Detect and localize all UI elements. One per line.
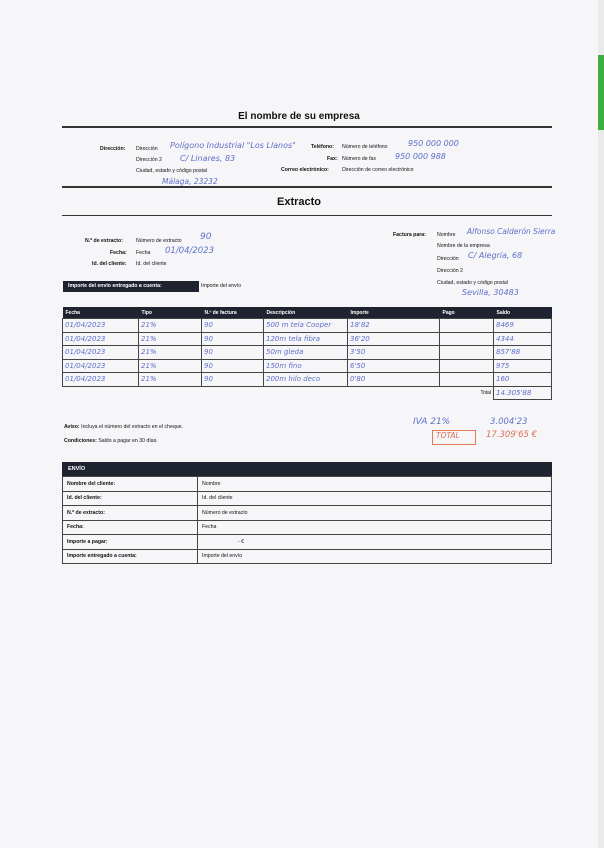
direccion2-handwritten: C/ Linares, 83 (180, 154, 236, 163)
header-rule-top (62, 126, 552, 128)
col-tipo: Tipo (139, 307, 202, 319)
envio-row (63, 520, 552, 535)
cell-descripcion: 150m fino (264, 359, 348, 373)
envio-row (63, 506, 552, 521)
fax-handwritten: 950 000 988 (395, 152, 446, 161)
cell-pago (440, 319, 494, 333)
cell-descripcion: 500 m tela Cooper (264, 319, 348, 333)
n-extracto-handwritten: 90 (200, 232, 212, 242)
cell-tipo: 21% (139, 319, 202, 333)
cell-saldo: 857'88 (494, 346, 552, 360)
cell-importe: 3'50 (348, 346, 440, 360)
cell-fecha: 01/04/2023 (63, 359, 139, 373)
envio-header: ENVÍO (68, 466, 86, 472)
green-edge-strip (598, 55, 604, 130)
cell-descripcion: 200m hilo deco (264, 373, 348, 387)
cell-factura: 90 (202, 319, 264, 333)
cell-factura: 90 (202, 332, 264, 346)
aviso-label: Aviso: (64, 424, 80, 430)
cell-tipo: 21% (139, 373, 202, 387)
telefono-placeholder: Número de teléfono (342, 144, 388, 150)
cell-tipo: 21% (139, 359, 202, 373)
total-label: Total (480, 390, 491, 396)
factura-direccion2-placeholder: Dirección 2 (437, 268, 463, 274)
email-placeholder: Dirección de correo electrónico (342, 167, 414, 173)
table-row (63, 359, 552, 373)
cell-saldo: 8469 (494, 319, 552, 333)
col-fecha: Fecha (63, 307, 139, 319)
direccion2-placeholder: Dirección 2 (136, 157, 162, 163)
envio-row (63, 549, 552, 564)
envio-value: Importe del envío (198, 549, 552, 564)
envio-header-bar (62, 462, 552, 476)
col-pago: Pago (440, 307, 494, 319)
table-row (63, 332, 552, 346)
fax-placeholder: Número de fax (342, 156, 377, 162)
direccion-placeholder: Dirección (136, 146, 158, 152)
table-row (63, 373, 552, 387)
cell-pago (440, 359, 494, 373)
ciudad-placeholder: Ciudad, estado y código postal (136, 168, 207, 174)
envio-value: Nombre (198, 477, 552, 492)
col-saldo: Saldo (494, 307, 552, 319)
fax-label: Fax: (327, 156, 338, 162)
iva-value: 3.004'23 (490, 417, 528, 427)
ciudad-handwritten: Málaga, 23232 (162, 177, 218, 186)
cell-descripcion: 50m gleda (264, 346, 348, 360)
company-name: El nombre de su empresa (238, 111, 360, 122)
total-row (63, 386, 552, 400)
table-row (63, 346, 552, 360)
factura-empresa-placeholder: Nombre de la empresa (437, 243, 490, 249)
cell-tipo: 21% (139, 332, 202, 346)
cell-saldo: 4344 (494, 332, 552, 346)
cell-fecha: 01/04/2023 (63, 332, 139, 346)
direccion-label: Dirección: (100, 146, 126, 152)
factura-nombre-placeholder: Nombre (437, 232, 456, 238)
n-extracto-label: N.º de extracto: (85, 238, 123, 244)
statement-table (62, 307, 552, 400)
importe-envio-label: Importe del envío entregado a cuenta: (68, 283, 162, 289)
cell-fecha: 01/04/2023 (63, 373, 139, 387)
telefono-handwritten: 950 000 000 (408, 139, 459, 148)
total-label-hw: TOTAL (436, 431, 460, 440)
aviso-text: Incluya el número del extracto en el cheque. (81, 424, 183, 430)
envio-label: Id. del cliente: (63, 491, 198, 506)
envio-value: - € (198, 535, 552, 550)
envio-label: Nombre del cliente: (63, 477, 198, 492)
col-descripcion: Descripción (264, 307, 348, 319)
cell-descripcion: 120m tela fibra (264, 332, 348, 346)
cell-saldo: 975 (494, 359, 552, 373)
aviso-line (64, 424, 183, 430)
factura-direccion-placeholder: Dirección (437, 256, 459, 262)
cell-importe: 18'82 (348, 319, 440, 333)
table-header-row (63, 307, 552, 319)
envio-label: Importe a pagar: (63, 535, 198, 550)
cell-factura: 90 (202, 346, 264, 360)
cell-pago (440, 332, 494, 346)
cell-importe: 6'50 (348, 359, 440, 373)
cell-fecha: 01/04/2023 (63, 346, 139, 360)
total-value: 14.305'88 (494, 386, 552, 400)
cell-pago (440, 373, 494, 387)
cell-factura: 90 (202, 373, 264, 387)
condiciones-label: Condiciones: (64, 438, 97, 444)
envio-value: Fecha (198, 520, 552, 535)
factura-ciudad-placeholder: Ciudad, estado y código postal (437, 280, 508, 286)
cell-importe: 0'80 (348, 373, 440, 387)
n-extracto-placeholder: Número de extracto (136, 238, 182, 244)
id-cliente-placeholder: Id. del cliente (136, 261, 167, 267)
id-cliente-label: Id. del cliente: (92, 261, 127, 267)
importe-envio-bar (63, 281, 199, 292)
envio-row (63, 535, 552, 550)
cell-tipo: 21% (139, 346, 202, 360)
header-rule-bottom (62, 186, 552, 188)
fecha-handwritten: 01/04/2023 (165, 246, 214, 256)
col-factura: N.º de factura (202, 307, 264, 319)
cell-pago (440, 346, 494, 360)
table-row (63, 319, 552, 333)
condiciones-text: Saldo a pagar en 30 días. (98, 438, 158, 444)
cell-factura: 90 (202, 359, 264, 373)
telefono-label: Teléfono: (311, 144, 334, 150)
total-value-hw: 17.309'65 € (486, 430, 538, 440)
factura-direccion-handwritten: C/ Alegría, 68 (468, 251, 523, 260)
cell-saldo: 160 (494, 373, 552, 387)
envio-label: Importe entregado a cuenta: (63, 549, 198, 564)
col-importe: Importe (348, 307, 440, 319)
envio-row (63, 477, 552, 492)
factura-label: Factura para: (393, 232, 426, 238)
envio-label: N.º de extracto: (63, 506, 198, 521)
direccion-handwritten: Polígono Industrial "Los Llanos" (170, 141, 296, 150)
importe-envio-placeholder: Importe del envío (201, 283, 242, 289)
fecha-placeholder: Fecha (136, 250, 151, 256)
iva-label: IVA 21% (413, 417, 451, 427)
envio-value: Número de extracto (198, 506, 552, 521)
envio-label: Fecha: (63, 520, 198, 535)
envio-table (62, 476, 552, 564)
statement-title: Extracto (276, 196, 322, 208)
condiciones-line (64, 438, 158, 444)
page-edge (598, 0, 604, 848)
title-rule (62, 215, 552, 216)
envio-row (63, 491, 552, 506)
envio-value: Id. del cliente (198, 491, 552, 506)
fecha-label: Fecha: (110, 250, 127, 256)
cell-fecha: 01/04/2023 (63, 319, 139, 333)
email-label: Correo electrónico: (281, 167, 329, 173)
factura-nombre-handwritten: Alfonso Calderón Sierra (467, 227, 556, 236)
factura-ciudad-handwritten: Sevilla, 30483 (462, 288, 519, 297)
cell-importe: 36'20 (348, 332, 440, 346)
